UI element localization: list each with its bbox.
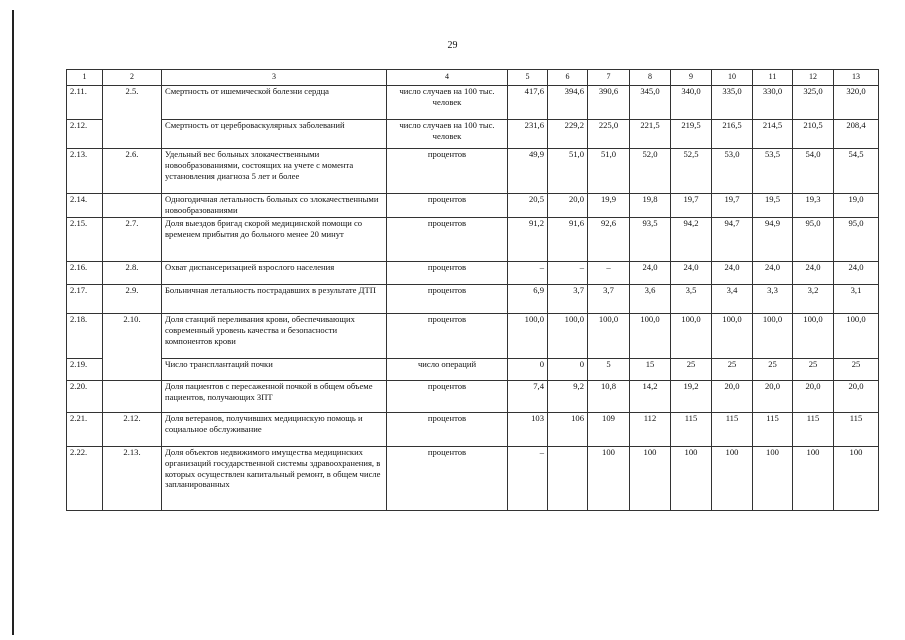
value-cell: 390,6 bbox=[588, 86, 630, 120]
unit-cell: процентов bbox=[387, 262, 508, 285]
row-number-cell: 2.21. bbox=[67, 413, 103, 447]
value-cell: 100 bbox=[712, 447, 753, 511]
program-item-cell: 2.5. bbox=[103, 86, 162, 149]
table-body bbox=[67, 86, 879, 511]
column-header: 10 bbox=[712, 70, 753, 86]
value-cell: 100 bbox=[630, 447, 671, 511]
value-cell: 52,0 bbox=[630, 149, 671, 194]
table-row bbox=[67, 218, 879, 262]
column-header: 11 bbox=[753, 70, 793, 86]
table-row bbox=[67, 381, 879, 413]
row-number-cell: 2.18. bbox=[67, 314, 103, 359]
value-cell: 53,5 bbox=[753, 149, 793, 194]
value-cell: 3,2 bbox=[793, 285, 834, 314]
value-cell: 100,0 bbox=[548, 314, 588, 359]
row-number-cell: 2.20. bbox=[67, 381, 103, 413]
value-cell: 3,6 bbox=[630, 285, 671, 314]
row-number-cell: 2.12. bbox=[67, 120, 103, 149]
row-number-cell: 2.11. bbox=[67, 86, 103, 120]
value-cell: 14,2 bbox=[630, 381, 671, 413]
column-header: 13 bbox=[834, 70, 879, 86]
unit-cell: процентов bbox=[387, 413, 508, 447]
table-row bbox=[67, 120, 879, 149]
program-item-cell: 2.10. bbox=[103, 314, 162, 381]
value-cell: 19,7 bbox=[712, 194, 753, 218]
row-number-cell: 2.15. bbox=[67, 218, 103, 262]
value-cell: 95,0 bbox=[834, 218, 879, 262]
program-item-cell: 2.13. bbox=[103, 447, 162, 511]
value-cell bbox=[548, 447, 588, 511]
value-cell: 100 bbox=[793, 447, 834, 511]
value-cell: 6,9 bbox=[508, 285, 548, 314]
value-cell: 214,5 bbox=[753, 120, 793, 149]
value-cell: 49,9 bbox=[508, 149, 548, 194]
value-cell: 210,5 bbox=[793, 120, 834, 149]
value-cell: 221,5 bbox=[630, 120, 671, 149]
value-cell: 100,0 bbox=[630, 314, 671, 359]
indicator-name-cell: Одногодичная летальность больных со злокачественными новообразованиями bbox=[162, 194, 387, 218]
value-cell: 52,5 bbox=[671, 149, 712, 194]
value-cell: 115 bbox=[712, 413, 753, 447]
value-cell: 208,4 bbox=[834, 120, 879, 149]
program-item-cell: 2.6. bbox=[103, 149, 162, 194]
value-cell: 9,2 bbox=[548, 381, 588, 413]
value-cell: 3,7 bbox=[588, 285, 630, 314]
value-cell: 20,0 bbox=[548, 194, 588, 218]
value-cell: 5 bbox=[588, 359, 630, 381]
value-cell: 115 bbox=[753, 413, 793, 447]
value-cell: 112 bbox=[630, 413, 671, 447]
value-cell: 103 bbox=[508, 413, 548, 447]
value-cell: 115 bbox=[671, 413, 712, 447]
indicators-table bbox=[66, 69, 879, 511]
value-cell: 3,1 bbox=[834, 285, 879, 314]
row-number-cell: 2.22. bbox=[67, 447, 103, 511]
value-cell: 24,0 bbox=[671, 262, 712, 285]
value-cell: 100 bbox=[588, 447, 630, 511]
value-cell: 0 bbox=[548, 359, 588, 381]
value-cell: 94,9 bbox=[753, 218, 793, 262]
indicator-name-cell: Больничная летальность пострадавших в результате ДТП bbox=[162, 285, 387, 314]
value-cell: 20,0 bbox=[834, 381, 879, 413]
unit-cell: процентов bbox=[387, 149, 508, 194]
value-cell: 115 bbox=[793, 413, 834, 447]
row-number-cell: 2.17. bbox=[67, 285, 103, 314]
value-cell: 3,7 bbox=[548, 285, 588, 314]
value-cell: 219,5 bbox=[671, 120, 712, 149]
table-row bbox=[67, 413, 879, 447]
value-cell: 3,5 bbox=[671, 285, 712, 314]
indicator-name-cell: Охват диспансеризацией взрослого населения bbox=[162, 262, 387, 285]
value-cell: 94,7 bbox=[712, 218, 753, 262]
column-header: 2 bbox=[103, 70, 162, 86]
value-cell: 24,0 bbox=[630, 262, 671, 285]
column-header: 1 bbox=[67, 70, 103, 86]
value-cell: 93,5 bbox=[630, 218, 671, 262]
indicator-name-cell: Смертность от цереброваскулярных заболеваний bbox=[162, 120, 387, 149]
value-cell: 100 bbox=[753, 447, 793, 511]
column-header: 8 bbox=[630, 70, 671, 86]
unit-cell: число случаев на 100 тыс. человек bbox=[387, 120, 508, 149]
value-cell: 54,5 bbox=[834, 149, 879, 194]
table-row bbox=[67, 359, 879, 381]
program-item-cell: 2.7. bbox=[103, 218, 162, 262]
unit-cell: процентов bbox=[387, 285, 508, 314]
table-row bbox=[67, 194, 879, 218]
column-header: 7 bbox=[588, 70, 630, 86]
value-cell: 20,0 bbox=[712, 381, 753, 413]
value-cell: 115 bbox=[834, 413, 879, 447]
value-cell: 19,8 bbox=[630, 194, 671, 218]
unit-cell: число случаев на 100 тыс. человек bbox=[387, 86, 508, 120]
table-row bbox=[67, 285, 879, 314]
value-cell: 53,0 bbox=[712, 149, 753, 194]
value-cell: 3,4 bbox=[712, 285, 753, 314]
value-cell: 109 bbox=[588, 413, 630, 447]
header-row bbox=[67, 70, 879, 86]
value-cell: 24,0 bbox=[753, 262, 793, 285]
column-header: 9 bbox=[671, 70, 712, 86]
unit-cell: процентов bbox=[387, 314, 508, 359]
indicator-name-cell: Доля пациентов с пересаженной почкой в общем объеме пациентов, получающих ЗПТ bbox=[162, 381, 387, 413]
value-cell: 0 bbox=[508, 359, 548, 381]
value-cell: 225,0 bbox=[588, 120, 630, 149]
value-cell: 24,0 bbox=[834, 262, 879, 285]
unit-cell: процентов bbox=[387, 194, 508, 218]
page-number: 29 bbox=[447, 40, 458, 51]
value-cell: 100,0 bbox=[588, 314, 630, 359]
unit-cell: число операций bbox=[387, 359, 508, 381]
value-cell: 106 bbox=[548, 413, 588, 447]
indicator-name-cell: Удельный вес больных злокачественными новообразованиями, состоящих на учете с момента установления диагноза 5 лет и более bbox=[162, 149, 387, 194]
value-cell: 325,0 bbox=[793, 86, 834, 120]
value-cell: 100 bbox=[834, 447, 879, 511]
column-header: 5 bbox=[508, 70, 548, 86]
indicator-name-cell: Доля ветеранов, получивших медицинскую помощь и социальное обслуживание bbox=[162, 413, 387, 447]
value-cell: 15 bbox=[630, 359, 671, 381]
column-header: 4 bbox=[387, 70, 508, 86]
row-number-cell: 2.19. bbox=[67, 359, 103, 381]
value-cell: 345,0 bbox=[630, 86, 671, 120]
column-header: 12 bbox=[793, 70, 834, 86]
value-cell: 394,6 bbox=[548, 86, 588, 120]
column-header: 6 bbox=[548, 70, 588, 86]
value-cell: 94,2 bbox=[671, 218, 712, 262]
value-cell: 19,9 bbox=[588, 194, 630, 218]
row-number-cell: 2.13. bbox=[67, 149, 103, 194]
program-item-cell: 2.9. bbox=[103, 285, 162, 314]
program-item-cell bbox=[103, 194, 162, 218]
value-cell: 100 bbox=[671, 447, 712, 511]
table-row bbox=[67, 149, 879, 194]
value-cell: 19,2 bbox=[671, 381, 712, 413]
value-cell: 3,3 bbox=[753, 285, 793, 314]
value-cell: 335,0 bbox=[712, 86, 753, 120]
value-cell: 92,6 bbox=[588, 218, 630, 262]
value-cell: – bbox=[508, 447, 548, 511]
value-cell: 100,0 bbox=[753, 314, 793, 359]
value-cell: – bbox=[508, 262, 548, 285]
row-number-cell: 2.16. bbox=[67, 262, 103, 285]
program-item-cell: 2.12. bbox=[103, 413, 162, 447]
value-cell: 24,0 bbox=[712, 262, 753, 285]
program-item-cell bbox=[103, 381, 162, 413]
value-cell: 25 bbox=[671, 359, 712, 381]
table-row bbox=[67, 314, 879, 359]
column-header: 3 bbox=[162, 70, 387, 86]
value-cell: 231,6 bbox=[508, 120, 548, 149]
value-cell: 7,4 bbox=[508, 381, 548, 413]
value-cell: – bbox=[548, 262, 588, 285]
unit-cell: процентов bbox=[387, 218, 508, 262]
value-cell: 25 bbox=[834, 359, 879, 381]
value-cell: 100,0 bbox=[508, 314, 548, 359]
left-margin-rule bbox=[12, 10, 14, 635]
value-cell: 19,7 bbox=[671, 194, 712, 218]
value-cell: 320,0 bbox=[834, 86, 879, 120]
value-cell: 229,2 bbox=[548, 120, 588, 149]
value-cell: 417,6 bbox=[508, 86, 548, 120]
indicator-name-cell: Доля выездов бригад скорой медицинской помощи со временем прибытия до больного менее 20 минут bbox=[162, 218, 387, 262]
value-cell: 20,5 bbox=[508, 194, 548, 218]
indicator-name-cell: Смертность от ишемической болезни сердца bbox=[162, 86, 387, 120]
value-cell: – bbox=[588, 262, 630, 285]
value-cell: 100,0 bbox=[793, 314, 834, 359]
value-cell: 91,6 bbox=[548, 218, 588, 262]
value-cell: 330,0 bbox=[753, 86, 793, 120]
value-cell: 216,5 bbox=[712, 120, 753, 149]
value-cell: 100,0 bbox=[712, 314, 753, 359]
value-cell: 20,0 bbox=[753, 381, 793, 413]
value-cell: 51,0 bbox=[548, 149, 588, 194]
value-cell: 25 bbox=[753, 359, 793, 381]
value-cell: 10,8 bbox=[588, 381, 630, 413]
value-cell: 100,0 bbox=[671, 314, 712, 359]
table-row bbox=[67, 262, 879, 285]
unit-cell: процентов bbox=[387, 447, 508, 511]
unit-cell: процентов bbox=[387, 381, 508, 413]
value-cell: 91,2 bbox=[508, 218, 548, 262]
value-cell: 19,5 bbox=[753, 194, 793, 218]
value-cell: 19,3 bbox=[793, 194, 834, 218]
row-number-cell: 2.14. bbox=[67, 194, 103, 218]
program-item-cell: 2.8. bbox=[103, 262, 162, 285]
indicator-name-cell: Доля станций переливания крови, обеспечивающих современный уровень качества и безопасности компонентов крови bbox=[162, 314, 387, 359]
value-cell: 25 bbox=[793, 359, 834, 381]
indicator-name-cell: Доля объектов недвижимого имущества медицинских организаций государственной системы здравоохранения, в которых осуществлен капитальный ремонт, в общем числе запланированных bbox=[162, 447, 387, 511]
value-cell: 24,0 bbox=[793, 262, 834, 285]
value-cell: 340,0 bbox=[671, 86, 712, 120]
value-cell: 54,0 bbox=[793, 149, 834, 194]
table-row bbox=[67, 86, 879, 120]
value-cell: 51,0 bbox=[588, 149, 630, 194]
indicator-name-cell: Число трансплантаций почки bbox=[162, 359, 387, 381]
value-cell: 100,0 bbox=[834, 314, 879, 359]
value-cell: 19,0 bbox=[834, 194, 879, 218]
value-cell: 25 bbox=[712, 359, 753, 381]
table-row bbox=[67, 447, 879, 511]
value-cell: 20,0 bbox=[793, 381, 834, 413]
value-cell: 95,0 bbox=[793, 218, 834, 262]
